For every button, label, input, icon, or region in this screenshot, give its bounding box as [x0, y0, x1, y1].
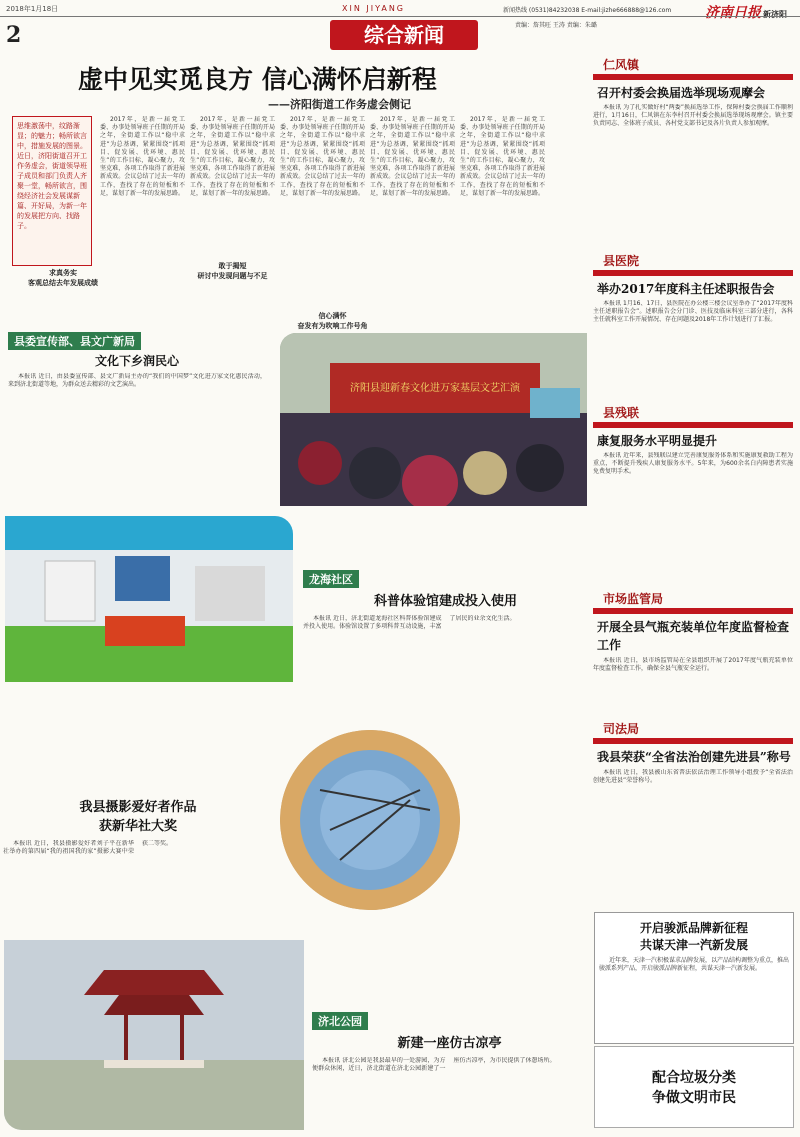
fitness-article: 龙海社区 科普体验馆建成投入使用 本报讯 近日，济北街道龙海社区科普体验馆建成并投入使用。体验馆设置了多项科普互动设施，丰富了居民的业余文化生活。: [303, 568, 588, 688]
lead-body-2: 2017年，是新一届党工委、办事处领导班子任期的开局之年，全街道工作以“稳中求进”为总基调，紧紧围绕“抓项目、促发展、优环境、惠民生”的工作目标，凝心聚力，攻坚克难，各项工作取得了新进展新成效。会议总结了过去一年的工作，查找了存在的短板和不足，谋划了新一年的发展思路。: [190, 116, 275, 197]
brief-renfeng: 仁风镇 召开村委会换届选举现场观摩会 本报讯 为了扎实做好村“两委”换届选举工作，保障村委会换届工作顺利进行，1月16日，仁风镇在东李村召开村委会换届选举现场观摩会。镇主要负责同志、全体班子成员、各村党支部书记及各片负责人参加观摩。: [593, 58, 793, 128]
photo-award-article: 我县摄影爱好者作品 获新华社大奖 本报讯 近日，我县摄影爱好者刘子平在新华社举办的第四届“我的祖国我的家”摄影大赛中荣获二等奖。: [3, 800, 197, 856]
hotline: 新闻热线 (0531)84232038 E-mail:jizhe666888@126.com: [503, 7, 672, 14]
pavilion-photo: [4, 940, 304, 1130]
lead-title: 虚中见实觅良方 信心满怀启新程: [78, 65, 437, 94]
right-column: [593, 56, 793, 906]
lead-subhead-3: 信心满怀 奋发有为吹响工作号角: [297, 312, 368, 330]
lead-subtitle: ——济阳街道工作务虚会侧记: [268, 98, 411, 111]
promo-box: 开启骏派品牌新征程 共谋天津一汽新发展 近年来，天津一汽积极谋求品牌发展，以产品结构调整为重点，推出骏派系列产品，开启骏派品牌新征程，共谋天津一汽新发展。: [594, 912, 794, 1044]
lead-body-4: 2017年，是新一届党工委、办事处领导班子任期的开局之年，全街道工作以“稳中求进”为总基调，紧紧围绕“抓项目、促发展、优环境、惠民生”的工作目标，凝心聚力，攻坚克难，各项工作取得了新进展新成效。会议总结了过去一年的工作，查找了存在的短板和不足，谋划了新一年的发展思路。: [370, 116, 455, 197]
lead-body-1: 2017年，是新一届党工委、办事处领导班子任期的开局之年，全街道工作以“稳中求进”为总基调，紧紧围绕“抓项目、促发展、优环境、惠民生”的工作目标，凝心聚力，攻坚克难，各项工作取得了新进展新成效。会议总结了过去一年的工作，查找了存在的短板和不足，谋划了新一年的发展思路。: [100, 116, 185, 197]
footer-ad: 配合垃圾分类 争做文明市民: [594, 1046, 794, 1128]
brief-market: 市场监管局 开展全县气瓶充装单位年度监督检查工作 本报讯 近日，县市场监管局在全县组织开展了2017年度气瓶充装单位年度监督检查工作，确保全县气瓶安全运行。: [593, 592, 793, 673]
editor-info: 责编：詹其旺 王涛 责编：朱璐: [515, 22, 597, 29]
brief-disabled: 县残联 康复服务水平明显提升 本报讯 近年来，县残联以建立完善康复服务体系和实施康复救助工程为重点，不断提升残疾人康复服务水平。5年来，为600余名白内障患者实施免费复明手术。: [593, 406, 793, 476]
header-rule: [0, 16, 800, 17]
lead-article: [8, 56, 588, 330]
lead-subhead-2: 敢于揭短 研讨中发现问题与不足: [197, 262, 268, 280]
lead-intro-box: [12, 116, 92, 266]
lead-subhead-1: 求真务实 客观总结去年发展成绩: [28, 269, 98, 287]
paper-label: XIN JIYANG: [342, 4, 406, 13]
page-number: 2: [6, 22, 22, 48]
award-photo: [280, 730, 460, 910]
header-date: 2018年1月18日: [6, 5, 59, 13]
masthead: 济南日报 新济阳: [705, 5, 787, 21]
culture-article: 县委宣传部、县文广新局 文化下乡润民心 本报讯 近日，由县委宣传部、县文广新局主办的“我们的中国梦”文化进万家文化惠民活动，来到济北街道等地，为群众送去精彩的文艺演出。: [8, 330, 266, 490]
lead-intro: 思维激荡中，纹路渐显；的魅力；畅所欲言中，措施发展的图景。近日，济阳街道召开工作务虚会，街道领导班子成员和部门负责人齐聚一堂，畅所欲言，围绕经济社会发展谋新篇、开好局，为新一年的发展把方向、找路子。: [17, 122, 87, 230]
stage-photo: [280, 333, 587, 506]
brief-hospital: 县医院 举办2017年度科主任述职报告会 本报讯 1月16、17日，县医院在办公楼三楼会议室举办了“2017年度科主任述职报告会”。述职报告会分门诊、医技及临床科室三部分进行，各科主任就科室工作开展情况、存在问题及2018年工作计划进行了汇报。: [593, 254, 793, 324]
section-banner: 综合新闻: [330, 20, 478, 50]
stage-banner-text: 济阳县迎新春文化进万家基层文艺汇演: [350, 383, 520, 394]
brief-justice: 司法局 我县荣获“全省法治创建先进县”称号 本报讯 近日，我县被山东省普法依法治理工作领导小组授予“全省法治创建先进县”荣誉称号。: [593, 722, 793, 785]
fitness-photo: [5, 516, 293, 682]
park-article: 济北公园 新建一座仿古凉亭 本报讯 济北公园是我县最早的一处游园，为方便群众休闲，近日，济北街道在济北公园新建了一座仿古凉亭，为市民提供了休憩场所。: [312, 1010, 587, 1130]
lead-body-3: 2017年，是新一届党工委、办事处领导班子任期的开局之年，全街道工作以“稳中求进”为总基调，紧紧围绕“抓项目、促发展、优环境、惠民生”的工作目标，凝心聚力，攻坚克难，各项工作取得了新进展新成效。会议总结了过去一年的工作，查找了存在的短板和不足，谋划了新一年的发展思路。: [280, 116, 365, 197]
lead-body-5: 2017年，是新一届党工委、办事处领导班子任期的开局之年，全街道工作以“稳中求进”为总基调，紧紧围绕“抓项目、促发展、优环境、惠民生”的工作目标，凝心聚力，攻坚克难，各项工作取得了新进展新成效。会议总结了过去一年的工作，查找了存在的短板和不足，谋划了新一年的发展思路。: [460, 116, 545, 197]
